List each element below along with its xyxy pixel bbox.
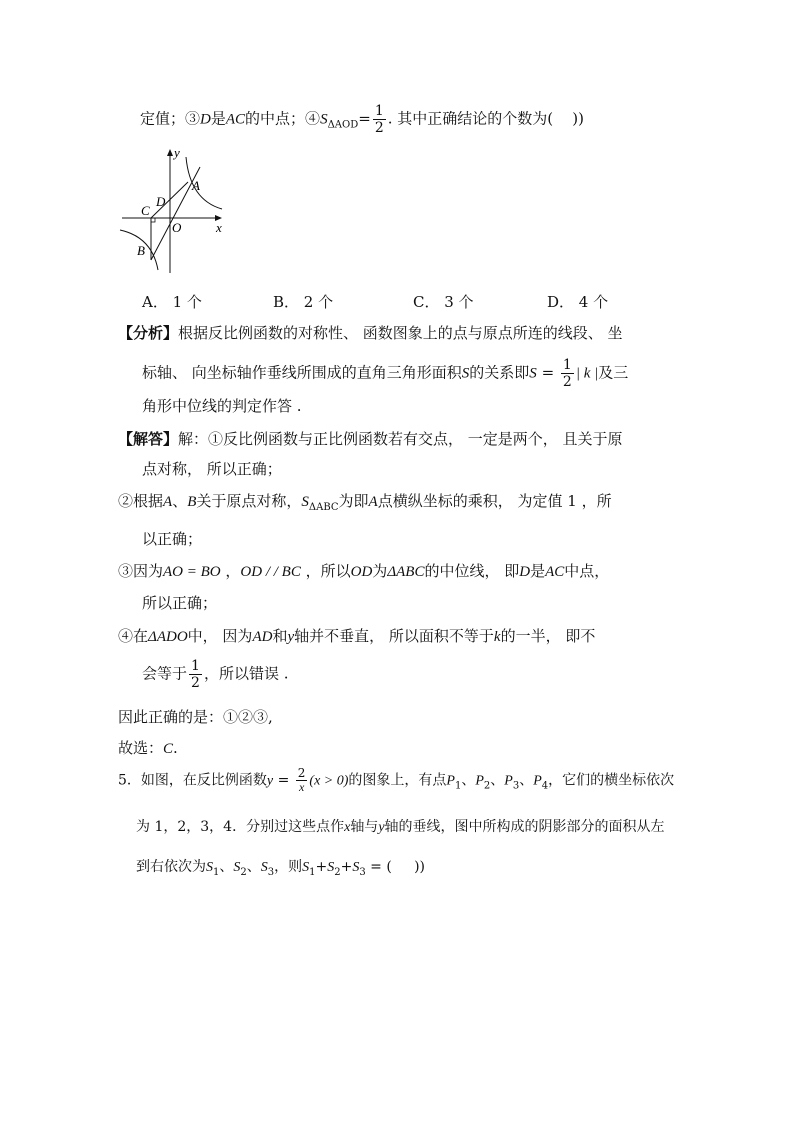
answer-line-1: 【解答】解：①反比例函数与正比例函数若有交点， 一定是两个， 且关于原 [118, 430, 623, 448]
hyperbola-figure [118, 145, 228, 275]
option-a: A． 1 个 [142, 293, 202, 311]
statement-line-1: 定值；③D是AC的中点；$④S_{\Delta AOD}=$ $\frac{1}{2}$ . 其中正确结论的个数为( )) [140, 103, 584, 136]
y-axis-arrow [167, 149, 173, 156]
fraction-one-half: $\frac{1}{2}$ [374, 103, 384, 136]
fraction-two-over-x: $\frac{2}{x}$ [297, 766, 306, 794]
answer-choice: 故选：C. [118, 739, 178, 757]
fraction-one-half: $\frac{1}{2}$ [191, 658, 200, 691]
right-angle-mark [151, 218, 155, 222]
fraction-one-half: $\frac{1}{2}$ [562, 357, 572, 390]
analysis-tag: 【分析】 [118, 324, 179, 342]
answer-point-2: ②根据A、B关于原点对称，$S_{\Delta ABC}$为即A点横纵坐标的乘积， 为定值 1 ，所 [118, 492, 612, 513]
question-5-line-3: 到右依次为$S_1$、$S_2$、$S_3$，则$S_1+S_2+S_3$ = ( )) [136, 859, 425, 878]
answer-tag: 【解答】 [118, 430, 179, 448]
answer-conclusion: 因此正确的是：①②③, [118, 708, 273, 726]
answer-point-2-cont: 以正确； [142, 530, 203, 548]
answer-point-4: ④在ΔADO中， 因为AD和y轴并不垂直， 所以面积不等于k的一半， 即不 [118, 627, 596, 645]
question-5-line-2: 为 1，2，3，4．分别过这些点作x轴与y轴的垂线，图中所构成的阴影部分的面积从左 [136, 819, 665, 835]
answer-point-3: ③因为AO = BO ，OD / / BC ，所以OD为ΔABC的中位线， 即D是AC中点， [118, 562, 610, 580]
analysis-line-1: 【分析】根据反比例函数的对称性、 函数图象上的点与原点所连的线段、 坐 [118, 324, 623, 342]
option-c: C． 3 个 [413, 293, 474, 311]
label-c: C [141, 203, 150, 218]
label-y: y [174, 145, 180, 160]
label-x: x [216, 220, 222, 235]
question-5-line-1: 5．如图，在反比例函数y = $\frac{2}{x}$ (x > 0)的图象上，有点$P_1$、$P_2$、$P_3$、$P_4$，它们的横坐标依次 [118, 766, 675, 794]
answer-line-2: 点对称， 所以正确； [142, 460, 282, 478]
label-a: A [192, 178, 200, 193]
option-b: B． 2 个 [273, 293, 334, 311]
analysis-line-2: 标轴、 向坐标轴作垂线所围成的直角三角形面积S的关系即S = $\frac{1}{2}$ | k |及三 [142, 357, 629, 390]
answer-point-4-cont: 会等于 $\frac{1}{2}$ ，所以错误 . [142, 658, 289, 691]
label-d: D [156, 194, 166, 209]
label-o: O [172, 220, 182, 235]
answer-point-3-cont: 所以正确； [142, 594, 218, 612]
option-d: D． 4 个 [547, 293, 609, 311]
label-b: B [137, 243, 145, 258]
analysis-line-3: 角形中位线的判定作答 . [142, 397, 302, 415]
